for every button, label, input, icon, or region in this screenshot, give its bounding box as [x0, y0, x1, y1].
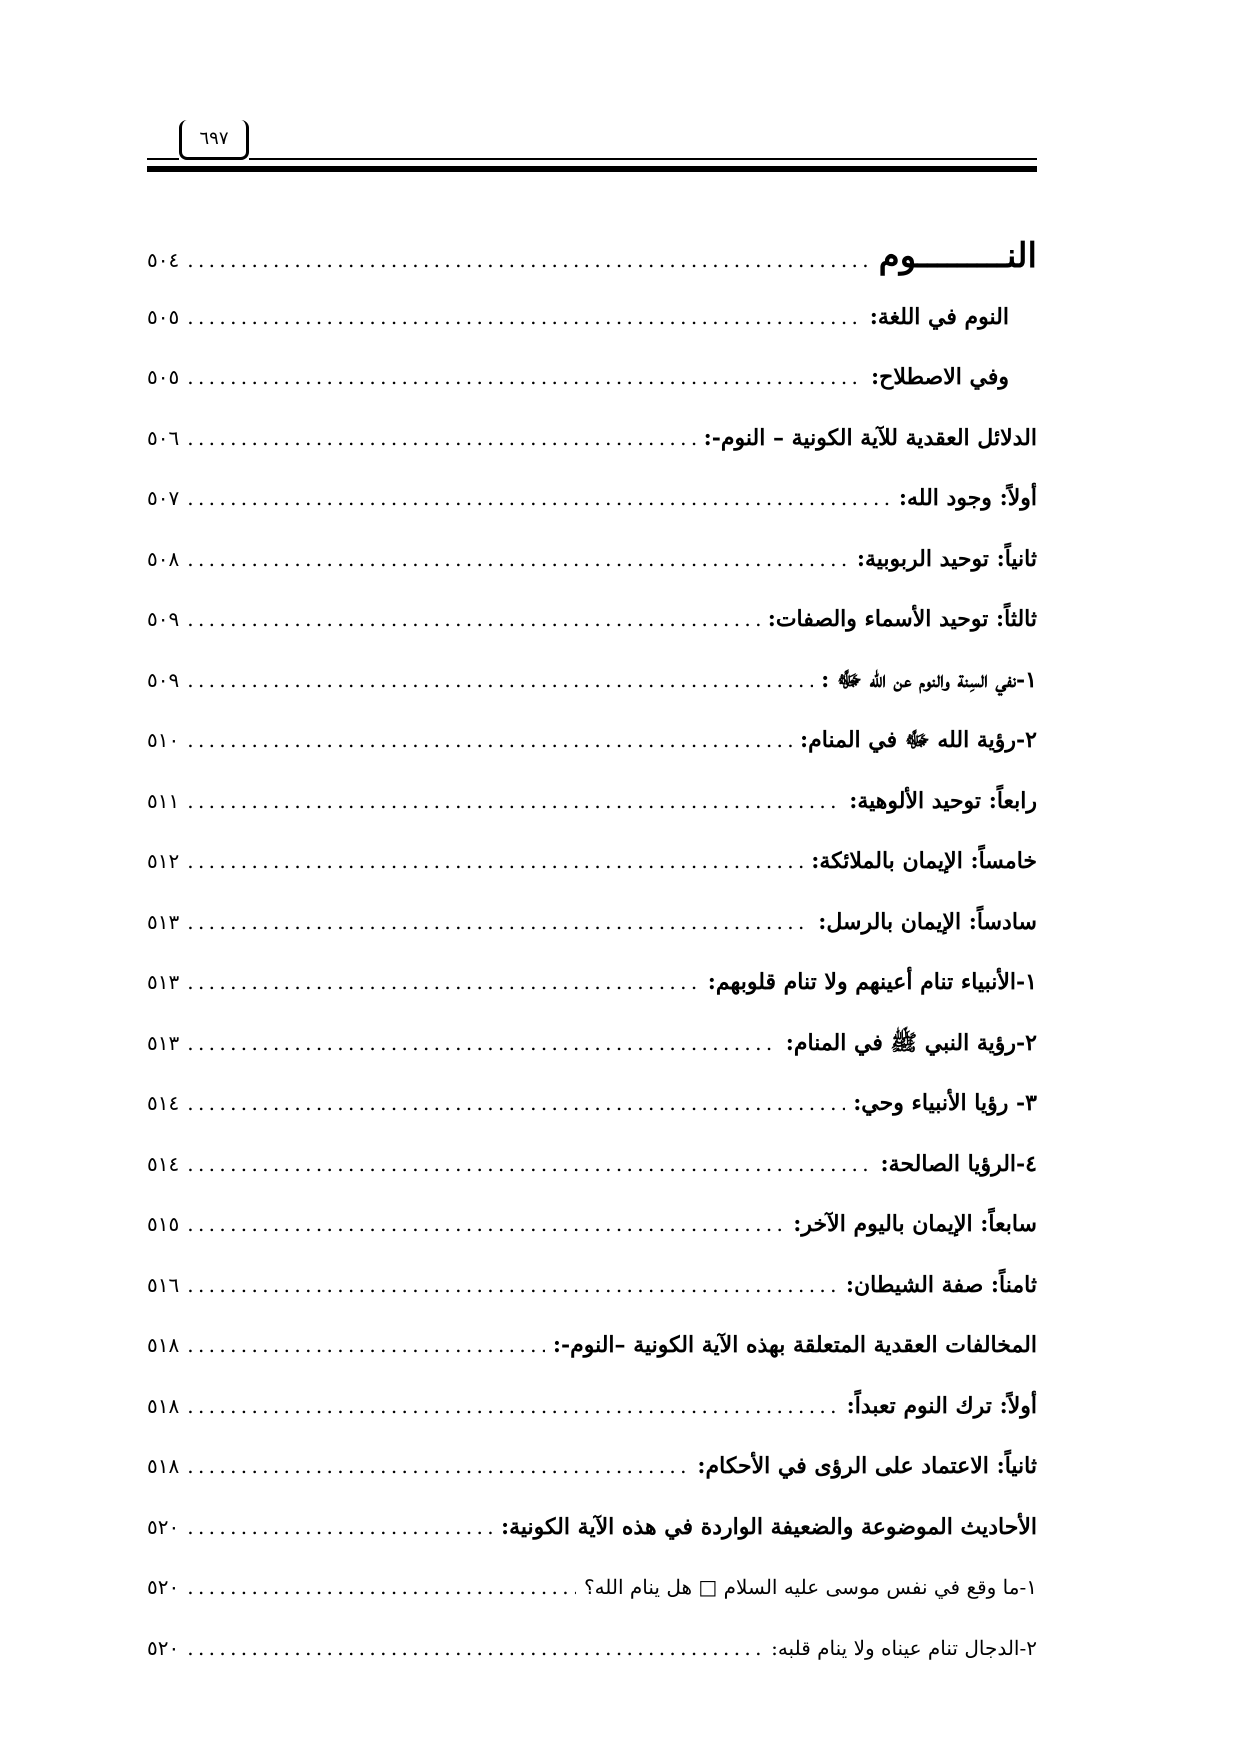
toc-entry-page: ٥٢٠	[147, 1575, 180, 1599]
page-header	[147, 120, 1037, 172]
toc-entry-page: ٥٠٦	[147, 425, 180, 450]
toc-entry-page: ٥٠٧	[147, 486, 180, 510]
toc-entry	[147, 650, 1037, 711]
toc-entry	[147, 831, 1037, 892]
toc-leader-dots	[187, 529, 849, 589]
table-of-contents	[147, 226, 1037, 1678]
toc-entry	[147, 771, 1037, 832]
toc-entry	[147, 1376, 1037, 1437]
toc-entry	[147, 226, 1037, 287]
toc-entry-title: سادساً: الإيمان بالرسل:	[818, 908, 1037, 935]
toc-entry	[147, 892, 1037, 953]
toc-leader-dots	[187, 347, 863, 407]
toc-entry	[147, 1315, 1037, 1376]
toc-entry	[147, 1436, 1037, 1497]
toc-leader-dots	[187, 230, 870, 290]
toc-entry-page: ٥٢٠	[147, 1635, 180, 1660]
toc-entry	[147, 468, 1037, 529]
toc-entry	[147, 952, 1037, 1013]
toc-entry-title: أولاً: وجود الله:	[898, 485, 1037, 511]
page-number: ٦٩٧	[179, 120, 249, 160]
toc-entry-page: ٥١٨	[147, 1393, 180, 1418]
toc-entry-page: ٥٠٥	[147, 304, 180, 329]
toc-leader-dots	[187, 287, 862, 347]
toc-entry-page: ٥٠٩	[147, 667, 180, 692]
toc-entry	[147, 1497, 1037, 1558]
toc-entry-page: ٥٠٤	[147, 248, 180, 272]
toc-entry-title: ١-الأنبياء تنام أعينهم ولا تنام قلوبهم:	[707, 969, 1037, 995]
toc-entry	[147, 1073, 1037, 1134]
toc-entry-title: الأحاديث الموضوعة والضعيفة الواردة في هذه الآية الكونية:	[500, 1513, 1037, 1540]
toc-leader-dots	[187, 1315, 545, 1375]
toc-entry-title: ٢-الدجال تنام عيناه ولا ينام قلبه:	[771, 1635, 1037, 1660]
toc-entry-page: ٥١٢	[147, 849, 180, 873]
toc-entry-title: ٣- رؤيا الأنبياء وحي:	[853, 1090, 1037, 1116]
toc-leader-dots	[187, 1376, 838, 1436]
toc-entry	[147, 1134, 1037, 1195]
toc-entry-title: ٢-رؤية النبي ﷺ في المنام:	[785, 1029, 1037, 1056]
toc-entry	[147, 408, 1037, 469]
toc-leader-dots	[187, 1013, 778, 1073]
toc-leader-dots	[187, 1618, 763, 1678]
toc-entry-title: ثالثاً: توحيد الأسماء والصفات:	[767, 606, 1037, 632]
toc-entry-title: النـــــــــوم	[878, 236, 1037, 276]
toc-entry	[147, 347, 1037, 408]
toc-entry-page: ٥٠٥	[147, 365, 180, 389]
header-rule-thin	[249, 158, 1037, 160]
toc-leader-dots	[187, 771, 841, 831]
toc-entry	[147, 589, 1037, 650]
toc-entry-page: ٥٠٩	[147, 607, 180, 631]
toc-entry-page: ٥١٨	[147, 1333, 180, 1357]
toc-entry-page: ٥١٦	[147, 1272, 180, 1297]
toc-entry-title: خامساً: الإيمان بالملائكة:	[811, 848, 1037, 874]
toc-leader-dots	[187, 1134, 872, 1194]
toc-leader-dots	[187, 589, 759, 649]
toc-entry-title: ٤-الرؤيا الصالحة:	[880, 1150, 1037, 1177]
toc-leader-dots	[187, 1255, 838, 1315]
toc-entry-page: ٥١٤	[147, 1091, 180, 1115]
toc-leader-dots	[187, 1436, 689, 1496]
toc-entry-page: ٥١٤	[147, 1151, 180, 1176]
toc-entry-title: ٢-رؤية الله ﷻ في المنام:	[800, 727, 1037, 753]
toc-entry-page: ٥١٥	[147, 1212, 180, 1236]
toc-entry-title: النوم في اللغة:	[869, 303, 1009, 330]
toc-entry-page: ٥١٣	[147, 970, 180, 994]
toc-entry-page: ٥١٠	[147, 728, 180, 752]
toc-entry	[147, 1618, 1037, 1679]
toc-entry	[147, 529, 1037, 590]
toc-entry-title: المخالفات العقدية المتعلقة بهذه الآية الكونية –النوم-:	[552, 1332, 1037, 1358]
toc-leader-dots	[187, 1557, 576, 1617]
toc-entry-title: ثانياً: الاعتماد على الرؤى في الأحكام:	[697, 1453, 1037, 1479]
toc-entry-title: الدلائل العقدية للآية الكونية – النوم-:	[703, 424, 1037, 451]
toc-entry-title: ١-ما وقع في نفس موسى عليه السلام □ هل ينام الله؟	[583, 1575, 1037, 1599]
toc-entry-title: ثامناً: صفة الشيطان:	[845, 1271, 1037, 1298]
toc-leader-dots	[187, 468, 891, 528]
toc-entry-title: وفي الاصطلاح:	[871, 364, 1009, 390]
toc-leader-dots	[187, 1194, 785, 1254]
toc-entry-page: ٥١٣	[147, 1030, 180, 1055]
toc-leader-dots	[187, 650, 813, 710]
header-rule-thick	[147, 166, 1037, 172]
toc-entry	[147, 1557, 1037, 1618]
toc-leader-dots	[187, 892, 810, 952]
toc-entry	[147, 710, 1037, 771]
toc-leader-dots	[187, 1497, 493, 1557]
header-rule-left	[147, 158, 179, 160]
toc-entry-title: سابعاً: الإيمان باليوم الآخر:	[793, 1211, 1037, 1237]
toc-entry-page: ٥٢٠	[147, 1514, 180, 1539]
toc-entry	[147, 1194, 1037, 1255]
toc-entry	[147, 287, 1037, 348]
toc-entry-title: رابعاً: توحيد الألوهية:	[849, 787, 1037, 814]
toc-entry-title: ثانياً: توحيد الربوبية:	[856, 545, 1037, 572]
toc-entry	[147, 1255, 1037, 1316]
toc-entry-page: ٥١٨	[147, 1454, 180, 1478]
toc-entry-page: ٥١٣	[147, 909, 180, 934]
toc-entry	[147, 1013, 1037, 1074]
toc-entry-page: ٥٠٨	[147, 546, 180, 571]
toc-leader-dots	[187, 408, 695, 468]
toc-entry-title: أولاً: ترك النوم تعبداً:	[846, 1392, 1037, 1419]
toc-leader-dots	[187, 710, 792, 770]
toc-leader-dots	[187, 831, 803, 891]
toc-leader-dots	[187, 1073, 845, 1133]
toc-entry-title: ١-نفي السِنة والنوم عن الله ﷻ :	[821, 666, 1037, 693]
toc-leader-dots	[187, 952, 700, 1012]
toc-entry-page: ٥١١	[147, 788, 180, 813]
